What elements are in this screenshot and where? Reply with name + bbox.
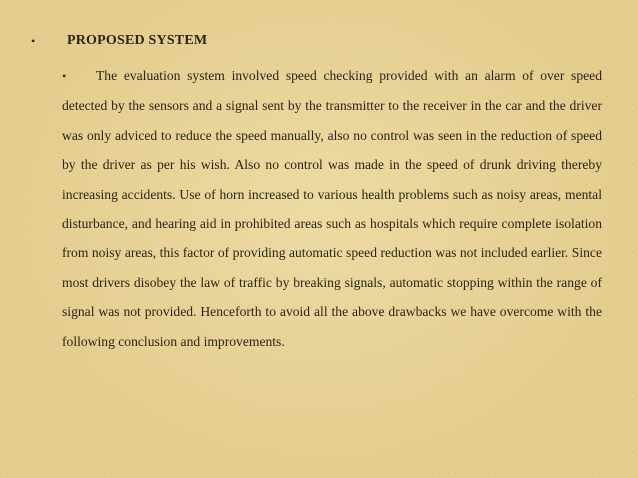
body-text: The evaluation system involved speed checking provided with an alarm of over speed detected by the sensors and a signal sent by the transmitter to the receiver in the car and the driver was only adviced to reduce the speed manually, also no control was seen in the reduction of speed by the driver as per his wish. Also no control was made in the speed of drunk driving thereby increasing accidents. Use of horn increased to various health problems such as noisy areas, mental disturbance, and hearing aid in prohibited areas such as hospitals which require complete isolation from noisy areas, this factor of providing automatic speed reduction was not included earlier. Since most drivers disobey the law of traffic by breaking signals, automatic stopping within the range of signal was not provided. Henceforth to avoid all the above drawbacks we have overcome with the following conclusion and improvements.: [62, 68, 602, 349]
heading-bullet: •: [31, 33, 36, 48]
heading-text: PROPOSED SYSTEM: [67, 33, 208, 48]
body-paragraph: [62, 61, 602, 356]
section-heading: [31, 33, 207, 49]
body-bullet: •: [62, 69, 67, 83]
